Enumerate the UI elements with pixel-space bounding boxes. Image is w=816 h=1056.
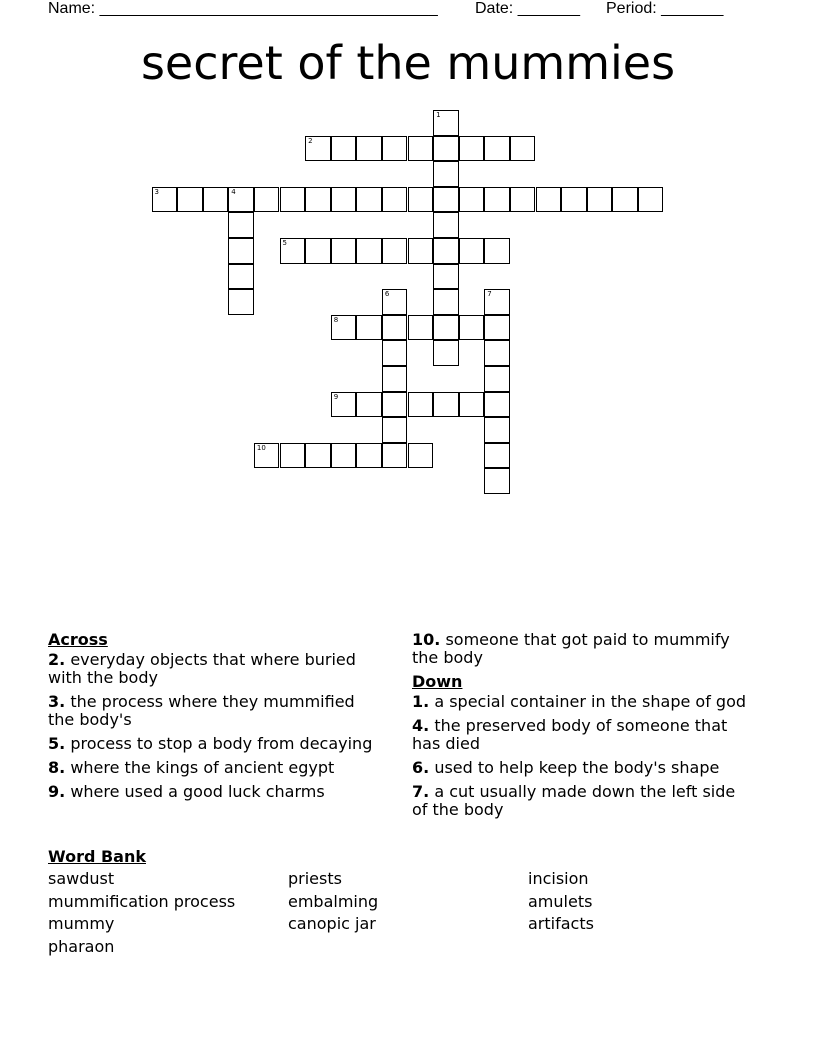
date-field-label: Date: _______	[475, 0, 580, 17]
clue-item	[412, 631, 747, 667]
word-bank-item: incision	[528, 869, 589, 888]
crossword-cell[interactable]	[331, 187, 357, 213]
crossword-cell[interactable]	[254, 187, 280, 213]
clue-item	[412, 759, 747, 777]
page-title: secret of the mummies	[140, 36, 676, 90]
crossword-cell[interactable]	[587, 187, 613, 213]
crossword-cell[interactable]	[356, 238, 382, 264]
crossword-cell[interactable]	[433, 161, 459, 187]
word-bank-heading: Word Bank	[48, 847, 147, 866]
crossword-cell[interactable]	[433, 136, 459, 162]
clue-text: someone that got paid to mummify the body	[412, 630, 730, 667]
crossword-cell[interactable]	[638, 187, 664, 213]
crossword-cell[interactable]	[356, 187, 382, 213]
crossword-cell[interactable]	[561, 187, 587, 213]
clue-item	[48, 759, 383, 777]
crossword-cell[interactable]	[228, 264, 254, 290]
crossword-cell[interactable]	[305, 443, 331, 469]
crossword-cell[interactable]	[433, 340, 459, 366]
crossword-cell[interactable]	[305, 187, 331, 213]
crossword-cell[interactable]	[152, 187, 178, 213]
word-bank-item: priests	[288, 869, 342, 888]
clue-number: 4.	[412, 716, 430, 735]
crossword-cell[interactable]	[331, 238, 357, 264]
crossword-cell[interactable]	[280, 443, 306, 469]
clue-text: a special container in the shape of god	[434, 692, 747, 711]
cell-number: 7	[487, 290, 492, 299]
clue-item	[48, 735, 383, 753]
cell-number: 5	[282, 239, 287, 247]
clue-item	[412, 783, 747, 819]
period-field-label: Period: _______	[606, 0, 724, 17]
crossword-cell[interactable]	[433, 187, 459, 213]
crossword-cell[interactable]	[331, 315, 357, 341]
crossword-cell[interactable]	[382, 289, 408, 315]
crossword-cell[interactable]	[203, 187, 229, 213]
crossword-cell[interactable]	[228, 289, 254, 315]
clue-number: 5.	[48, 734, 66, 753]
crossword-cell[interactable]	[484, 392, 510, 418]
clue-item	[412, 693, 747, 711]
name-field-label: Name: ______________________________________	[48, 0, 438, 17]
crossword-cell[interactable]	[382, 187, 408, 213]
crossword-cell[interactable]	[280, 238, 306, 264]
crossword-cell[interactable]	[459, 187, 485, 213]
clue-number: 6.	[412, 758, 430, 777]
crossword-cell[interactable]	[484, 187, 510, 213]
word-bank-item: mummification process	[48, 892, 236, 911]
down-heading: Down	[412, 672, 463, 691]
clue-text: everyday objects that where buried with the body	[48, 650, 356, 687]
clue-number: 10.	[412, 630, 441, 649]
crossword-cell[interactable]	[356, 136, 382, 162]
clue-number: 7.	[412, 782, 430, 801]
cell-number: 10	[256, 443, 266, 452]
crossword-cell[interactable]	[510, 136, 536, 162]
word-bank-item: canopic jar	[288, 914, 376, 933]
crossword-cell[interactable]	[484, 289, 510, 315]
crossword-cell[interactable]	[484, 340, 510, 366]
crossword-cell[interactable]	[408, 136, 434, 162]
crossword-cell[interactable]	[459, 392, 485, 418]
crossword-cell[interactable]	[433, 212, 459, 238]
clue-item	[48, 783, 383, 801]
clue-number: 3.	[48, 692, 66, 711]
word-bank-item: embalming	[288, 892, 379, 911]
cell-number: 8	[333, 315, 339, 324]
crossword-cell[interactable]	[484, 238, 510, 264]
clue-item	[48, 651, 383, 687]
crossword-cell[interactable]	[433, 315, 459, 341]
crossword-cell[interactable]	[331, 392, 357, 418]
crossword-cell[interactable]	[228, 187, 254, 213]
crossword-cell[interactable]	[228, 212, 254, 238]
clue-column-left	[48, 631, 383, 807]
clue-number: 9.	[48, 782, 66, 801]
crossword-cell[interactable]	[177, 187, 203, 213]
clue-number: 8.	[48, 758, 66, 777]
across-heading: Across	[48, 630, 108, 649]
cell-number: 2	[308, 136, 313, 145]
clue-item	[48, 693, 383, 729]
crossword-cell[interactable]	[484, 315, 510, 341]
clue-item	[412, 717, 747, 753]
crossword-cell[interactable]	[408, 392, 434, 418]
crossword-cell[interactable]	[280, 187, 306, 213]
crossword-cell[interactable]	[484, 136, 510, 162]
crossword-cell[interactable]	[433, 238, 459, 264]
crossword-cell[interactable]	[382, 392, 408, 418]
word-bank-item: pharaon	[48, 937, 115, 956]
crossword-cell[interactable]	[356, 315, 382, 341]
clue-text: process to stop a body from decaying	[70, 734, 373, 753]
crossword-cell[interactable]	[331, 136, 357, 162]
crossword-cell[interactable]	[408, 443, 434, 469]
crossword-cell[interactable]	[228, 238, 254, 264]
crossword-cell[interactable]	[459, 238, 485, 264]
crossword-cell[interactable]	[382, 443, 408, 469]
cell-number: 1	[436, 111, 441, 119]
crossword-cell[interactable]	[382, 417, 408, 443]
crossword-cell[interactable]	[254, 443, 280, 469]
crossword-cell[interactable]	[536, 187, 562, 213]
clue-text: used to help keep the body's shape	[434, 758, 720, 777]
crossword-cell[interactable]	[305, 238, 331, 264]
clue-text: a cut usually made down the left side of the body	[412, 782, 736, 819]
crossword-cell[interactable]	[484, 443, 510, 469]
crossword-cell[interactable]	[433, 392, 459, 418]
clue-text: where the kings of ancient egypt	[70, 758, 335, 777]
word-bank-item: amulets	[528, 892, 593, 911]
crossword-cell[interactable]	[484, 468, 510, 494]
crossword-cell[interactable]	[510, 187, 536, 213]
crossword-cell[interactable]	[408, 187, 434, 213]
cell-number: 4	[231, 187, 236, 196]
crossword-cell[interactable]	[484, 366, 510, 392]
clue-number: 2.	[48, 650, 66, 669]
crossword-cell[interactable]	[612, 187, 638, 213]
word-bank-item: sawdust	[48, 869, 115, 888]
crossword-cell[interactable]	[408, 238, 434, 264]
word-bank-item: artifacts	[528, 914, 594, 933]
crossword-cell[interactable]	[382, 136, 408, 162]
crossword-cell[interactable]	[382, 366, 408, 392]
crossword-cell[interactable]	[382, 315, 408, 341]
crossword-cell[interactable]	[382, 238, 408, 264]
crossword-cell[interactable]	[305, 136, 331, 162]
cell-number: 9	[333, 392, 339, 401]
clue-number: 1.	[412, 692, 430, 711]
clue-text: the process where they mummified the body's	[48, 692, 355, 729]
crossword-cell[interactable]	[408, 315, 434, 341]
clue-column-right	[412, 631, 747, 825]
word-bank-item: mummy	[48, 914, 115, 933]
clue-text: the preserved body of someone that has died	[412, 716, 728, 753]
crossword-cell[interactable]	[459, 136, 485, 162]
cell-number: 3	[154, 187, 159, 196]
clue-text: where used a good luck charms	[70, 782, 325, 801]
crossword-cell[interactable]	[433, 264, 459, 290]
crossword-cell[interactable]	[331, 443, 357, 469]
crossword-cell[interactable]	[356, 443, 382, 469]
crossword-cell[interactable]	[433, 289, 459, 315]
cell-number: 6	[384, 290, 390, 299]
crossword-cell[interactable]	[459, 315, 485, 341]
crossword-cell[interactable]	[382, 340, 408, 366]
crossword-cell[interactable]	[484, 417, 510, 443]
crossword-cell[interactable]	[433, 110, 459, 136]
crossword-cell[interactable]	[356, 392, 382, 418]
